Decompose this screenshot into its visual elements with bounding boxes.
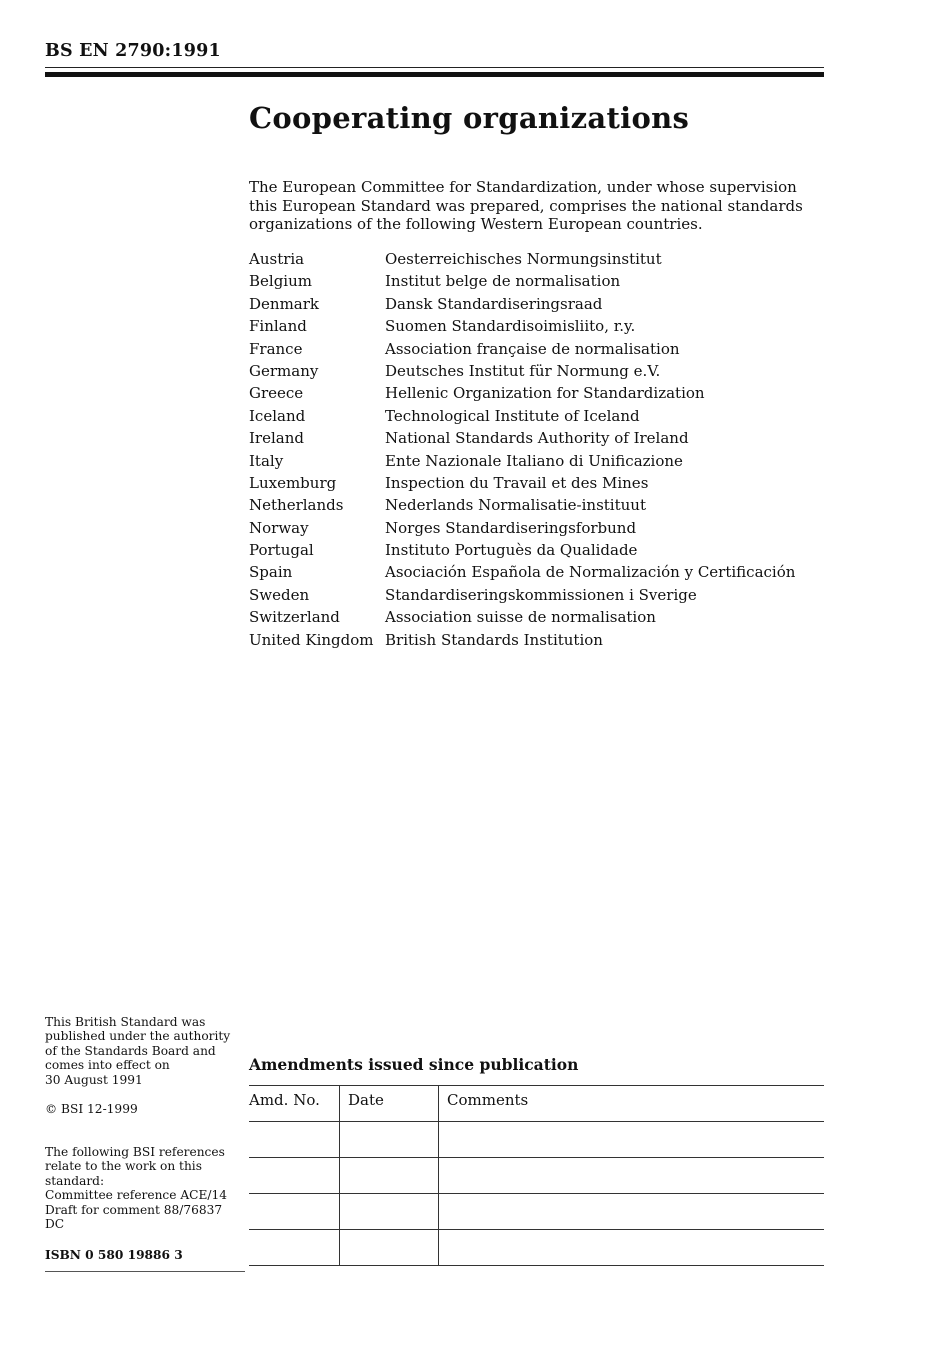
country-name: Finland	[249, 317, 307, 336]
amendment-cell	[340, 1122, 439, 1158]
organization-name: Oesterreichisches Normungsinstitut	[385, 250, 662, 268]
amendment-cell	[340, 1158, 439, 1194]
organization-row	[249, 608, 795, 630]
organization-name: Institut belge de normalisation	[385, 272, 621, 291]
organization-name: Dansk Standardiseringsraad	[385, 294, 603, 313]
amendments-header-row	[249, 1086, 824, 1122]
organization-row	[249, 272, 795, 294]
country-name: Ireland	[249, 429, 304, 448]
organization-name: British Standards Institution	[385, 630, 603, 649]
organization-row	[249, 541, 795, 563]
copyright-notice: © BSI 12-1999	[45, 1102, 138, 1116]
amendment-row	[249, 1122, 824, 1158]
country-name: Switzerland	[249, 608, 340, 627]
organization-row	[249, 586, 795, 608]
amendment-cell	[439, 1158, 825, 1194]
organization-row	[249, 563, 795, 585]
organization-row	[249, 407, 795, 429]
organization-name: Asociación Española de Normalización y Certificación	[385, 563, 796, 582]
organization-row	[249, 429, 795, 451]
organization-name: Instituto Portuguès da Qualidade	[385, 541, 638, 560]
organization-name: National Standards Authority of Ireland	[385, 429, 689, 448]
organization-name: Technological Institute of Iceland	[385, 406, 640, 425]
amendment-cell	[439, 1194, 825, 1230]
sidebar-line: comes into effect on	[45, 1058, 170, 1073]
organization-name: Association suisse de normalisation	[385, 608, 656, 627]
sidebar-line: Draft for comment 88/76837 DC	[45, 1202, 223, 1232]
organization-row	[249, 295, 795, 317]
sidebar-line: This British Standard was	[45, 1015, 206, 1029]
country-name: Luxemburg	[249, 473, 337, 492]
organization-name: Hellenic Organization for Standardization	[385, 384, 705, 403]
country-name: Netherlands	[249, 496, 344, 515]
organization-row	[249, 631, 795, 653]
page-title: Cooperating organizations	[249, 101, 690, 135]
sidebar-line: standard:	[45, 1173, 105, 1188]
country-name: United Kingdom	[249, 630, 374, 649]
organization-row	[249, 317, 795, 339]
date-header: Date	[340, 1086, 439, 1122]
sidebar-line: Committee reference ACE/14	[45, 1188, 227, 1203]
country-name: Norway	[249, 518, 309, 537]
organization-name: Suomen Standardisoimisliito, r.y.	[385, 317, 636, 336]
organization-row	[249, 519, 795, 541]
country-name: France	[249, 339, 303, 358]
footer-rule	[45, 1271, 245, 1272]
header-rule-thin	[45, 67, 824, 68]
amendment-row	[249, 1158, 824, 1194]
organization-row	[249, 340, 795, 362]
country-name: Greece	[249, 384, 304, 403]
sidebar-line: 30 August 1991	[45, 1072, 143, 1087]
country-name: Sweden	[249, 585, 310, 604]
amendment-cell	[439, 1122, 825, 1158]
amendment-cell	[340, 1194, 439, 1230]
amendments-table	[249, 1085, 824, 1266]
amendment-cell	[249, 1158, 340, 1194]
organization-name: Association française de normalisation	[385, 339, 680, 358]
comments-header: Comments	[439, 1086, 825, 1122]
publication-notice	[45, 1015, 245, 1087]
organization-name: Norges Standardiseringsforbund	[385, 518, 637, 537]
sidebar-line: of the Standards Board and	[45, 1043, 216, 1058]
organization-name: Deutsches Institut für Normung e.V.	[385, 361, 661, 380]
country-name: Belgium	[249, 272, 312, 291]
organization-row	[249, 474, 795, 496]
amendment-cell	[249, 1230, 340, 1266]
amendment-cell	[340, 1230, 439, 1266]
country-name: Denmark	[249, 294, 319, 313]
country-name: Iceland	[249, 406, 306, 425]
organization-row	[249, 384, 795, 406]
amendment-cell	[249, 1122, 340, 1158]
organization-name: Ente Nazionale Italiano di Unificazione	[385, 451, 683, 470]
publication-sidebar	[45, 1015, 245, 1262]
organization-row	[249, 496, 795, 518]
bsi-references	[45, 1145, 245, 1231]
organization-list	[249, 250, 795, 653]
country-name: Austria	[249, 250, 305, 268]
document-id: BS EN 2790:1991	[45, 41, 221, 61]
country-name: Spain	[249, 563, 293, 582]
organization-name: Nederlands Normalisatie-instituut	[385, 496, 646, 515]
amendment-cell	[249, 1194, 340, 1230]
isbn: ISBN 0 580 19886 3	[45, 1248, 183, 1262]
organization-row	[249, 250, 795, 272]
header-rule-thick	[45, 72, 824, 77]
organization-name: Standardiseringskommissionen i Sverige	[385, 585, 697, 604]
amendment-row	[249, 1230, 824, 1266]
sidebar-line: relate to the work on this	[45, 1159, 202, 1174]
intro-paragraph: The European Committee for Standardization, under whose supervision this European Standard was prepared, comprises the national standards organizations of the following Western European countries.	[249, 178, 803, 233]
amendment-row	[249, 1194, 824, 1230]
sidebar-line: The following BSI references	[45, 1145, 225, 1159]
organization-row	[249, 452, 795, 474]
country-name: Italy	[249, 451, 284, 470]
amd-no-header: Amd. No.	[249, 1086, 340, 1122]
sidebar-line: published under the authority	[45, 1029, 231, 1044]
amendment-cell	[439, 1230, 825, 1266]
country-name: Germany	[249, 361, 319, 380]
amendments-title: Amendments issued since publication	[249, 1055, 579, 1074]
organization-row	[249, 362, 795, 384]
organization-name: Inspection du Travail et des Mines	[385, 473, 649, 492]
country-name: Portugal	[249, 541, 314, 560]
